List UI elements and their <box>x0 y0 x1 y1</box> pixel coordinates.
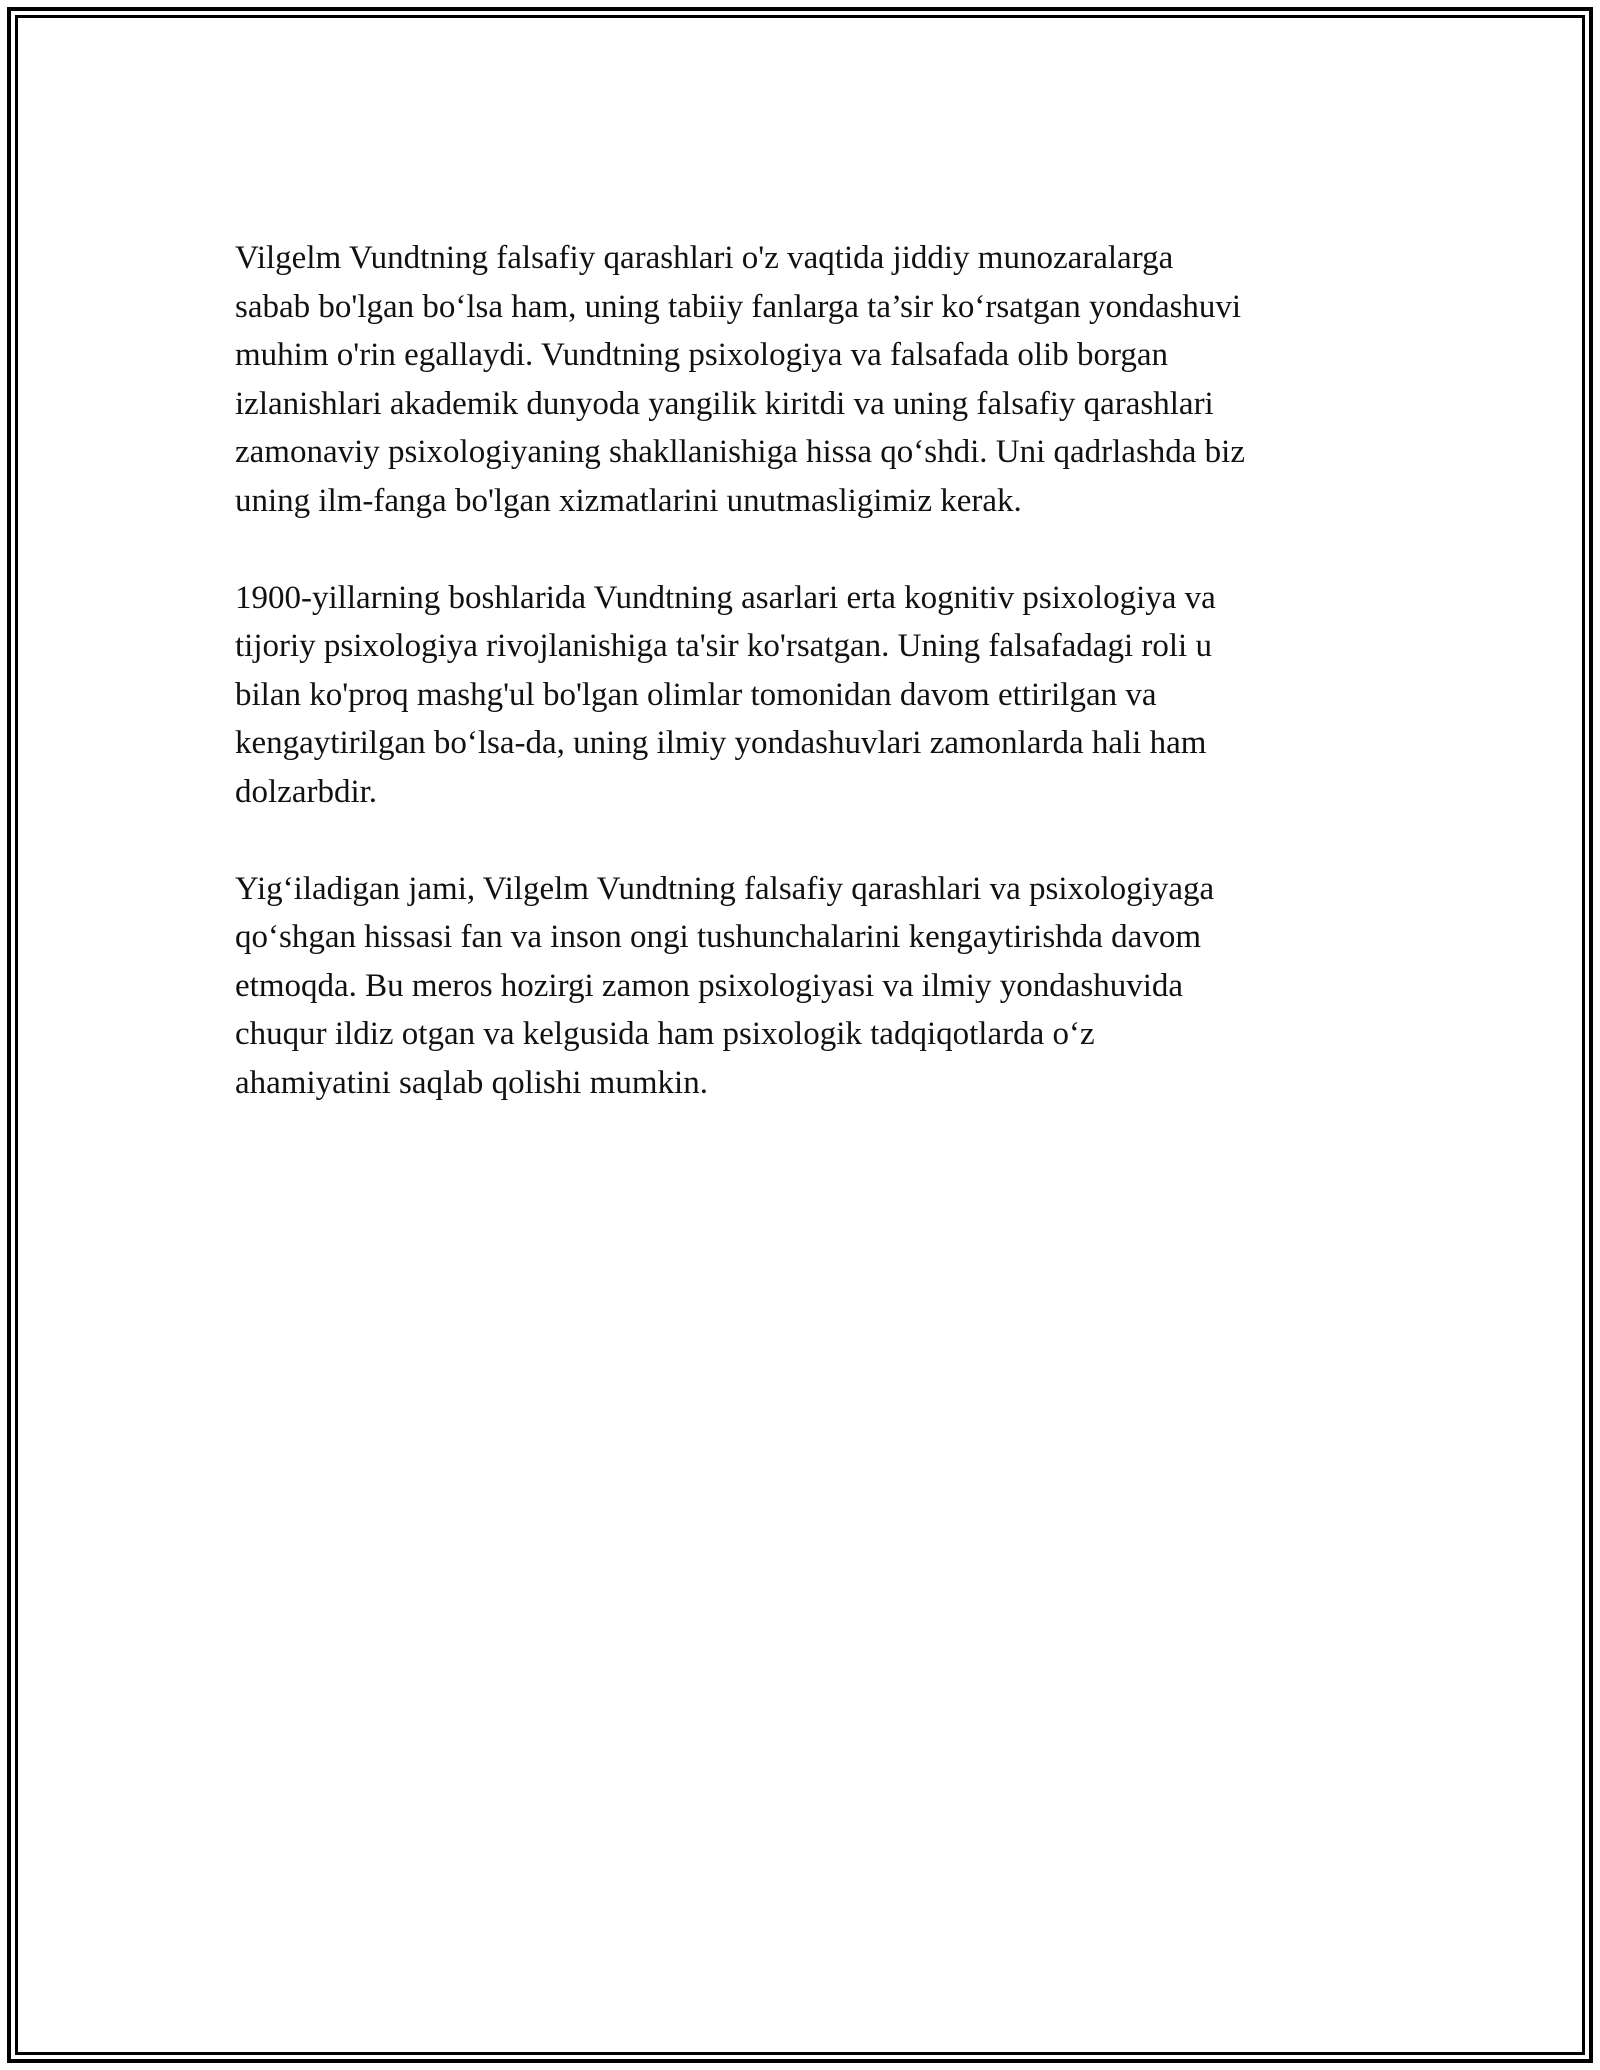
text-line: zamonaviy psixologiyaning shakllanishiga hissa qo‘shdi. Uni qadrlashda biz <box>235 434 1245 470</box>
paragraph-1 <box>235 234 1375 525</box>
paragraph-2 <box>235 574 1375 817</box>
text-line: Yig‘iladigan jami, Vilgelm Vundtning falsafiy qarashlari va psixologiyaga <box>235 870 1215 907</box>
text-line: tijoriy psixologiya rivojlanishiga ta'sir ko'rsatgan. Uning falsafadagi roli u <box>235 628 1212 664</box>
text-line: Vilgelm Vundtning falsafiy qarashlari o'z vaqtida jiddiy munozaralarga <box>235 240 1174 276</box>
document-body <box>235 234 1375 1156</box>
paragraph-3 <box>235 865 1375 1108</box>
text-line: etmoqda. Bu meros hozirgi zamon psixologiyasi va ilmiy yondashuvida <box>235 967 1184 1004</box>
text-line: uning ilm-fanga bo'lgan xizmatlarini unutmasligimiz kerak. <box>235 482 1022 519</box>
text-line: ahamiyatini saqlab qolishi mumkin. <box>235 1064 708 1101</box>
text-line: qo‘shgan hissasi fan va inson ongi tushunchalarini kengaytirishda davom <box>235 919 1201 955</box>
text-line: 1900-yillarning boshlarida Vundtning asarlari erta kognitiv psixologiya va <box>235 579 1216 616</box>
text-line: chuqur ildiz otgan va kelgusida ham psixologik tadqiqotlarda o‘z <box>235 1016 1095 1052</box>
text-line: bilan ko'proq mashg'ul bo'lgan olimlar tomonidan davom ettirilgan va <box>235 676 1157 713</box>
text-line: kengaytirilgan bo‘lsa-da, uning ilmiy yondashuvlari zamonlarda hali ham <box>235 725 1207 761</box>
text-line: muhim o'rin egallaydi. Vundtning psixologiya va falsafada olib borgan <box>235 337 1168 373</box>
text-line: dolzarbdir. <box>235 773 378 810</box>
text-line: izlanishlari akademik dunyoda yangilik kiritdi va uning falsafiy qarashlari <box>235 385 1214 422</box>
text-line: sabab bo'lgan bo‘lsa ham, uning tabiiy fanlarga ta’sir ko‘rsatgan yondashuvi <box>235 288 1242 325</box>
